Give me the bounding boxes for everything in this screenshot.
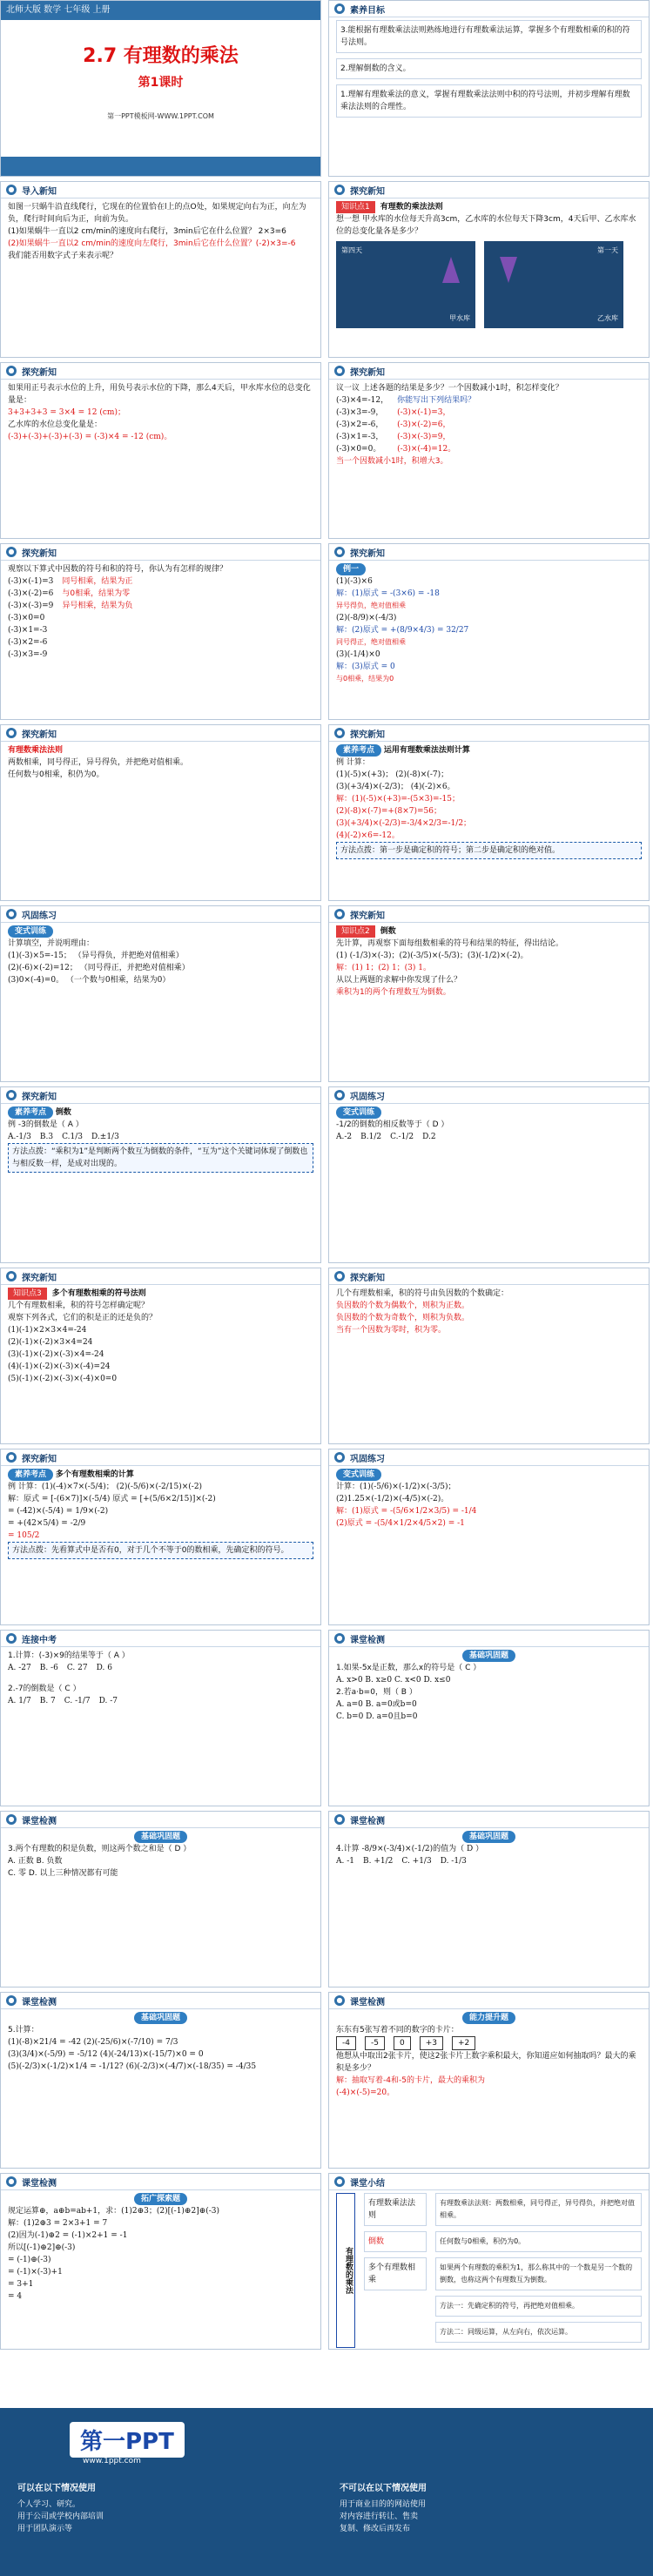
footer-url: www.1ppt.com	[83, 2457, 141, 2465]
slide-reciprocal-example: ● 探究新知 素养考点 倒数 例 -3的倒数是（ A ） A.-1/3 B.3 C.1/3 D.±1/3 方法点拨：“乘积为1”是判断两个数互为倒数的条件，“互为”这个关键词体现了倒数也与相反数一样，是成对出现的。	[0, 1086, 321, 1263]
cover-band	[1, 157, 320, 176]
slide-practice-1: ● 巩固练习 变式训练 计算填空，并说明理由： (1)(-3)×5=-15； （异号得负，并把绝对值相乘） (2)(-6)×(-2)=12； （同号得正，并把绝对值相乘） (3)0×(-4)=0。 （一个数与0相乘，结果为0）	[0, 905, 321, 1082]
slide-example-1: ● 探究新知 例一 (1)(-3)×6 解：(1)原式 = -(3×6) = -18 异号得负，绝对值相乘 (2)(-8/9)×(-4/3) 解：(2)原式 = +(8/9×4/3) = 32/27 同号得正，绝对值相乘 (3)(-1/4)×0 解：(3)原式 = 0 与0相乘，结果为0	[328, 543, 650, 720]
reservoir-a: 第四天 甲水库	[336, 241, 475, 328]
number-cards	[336, 2036, 642, 2050]
speaker-icon: ●	[6, 1633, 17, 1644]
down-arrow-icon	[500, 257, 517, 283]
goal-item: 3.能根据有理数乘法法则熟练地进行有理数乘法运算，掌握多个有理数相乘的积的符号法则。	[336, 20, 642, 53]
knowledge-badge: 知识点1	[336, 201, 375, 213]
slide-multi-example: ● 探究新知 素养考点 多个有理数相乘的计算 例 计算：(1)(-4)×7×(-5/4)； (2)(-5/6)×(-2/15)×(-2) 解：原式 = [-(6×7)]×(-5/4) 原式 = [+(5/6×2/15)]×(-2) = (-42)×(-5/4) = 1/9×(-2) = +(42×5/4) = -2/9 = 105/2 方法点拨：先看算式中是否有0，对于几个不等于0的数相乘，先确定积的符号。	[0, 1449, 321, 1625]
speaker-icon: ●	[6, 1452, 17, 1463]
speaker-icon: ●	[334, 2176, 345, 2187]
speaker-icon: ●	[334, 1995, 345, 2006]
speaker-icon: ●	[6, 1090, 17, 1100]
slide-sign-pattern: ● 探究新知 观察以下算式中因数的符号和积的符号，你认为有怎样的规律？ (-3)×(-1)=3 (-3)×(-2)=6 (-3)×(-3)=9 (-3)×0=0 (-3)×1=-3 (-3)×2=-6 (-3)×3=-9 同号相乘，结果为正 与0相乘，结果为零 异号相乘，结果为负	[0, 543, 321, 720]
slide-practice-2: ● 巩固练习 变式训练 -1/2的倒数的相反数等于（ D ） A.-2 B.1/2 C.-1/2 D.2	[328, 1086, 650, 1263]
speaker-icon: ●	[334, 1090, 345, 1100]
speaker-icon: ●	[334, 728, 345, 738]
slide-exam: ● 连接中考 1.计算：(-3)×9的结果等于（ A ） A. -27 B. -6 C. 27 D. 6 2.-7的倒数是（ C ） A. 1/7 B. 7 C. -1/7 D. -7	[0, 1630, 321, 1806]
slide-multi-sign-summary: ● 探究新知 几个有理数相乘，积的符号由负因数的个数确定： 负因数的个数为偶数个，则积为正数。 负因数的个数为奇数个，则积为负数。 当有一个因数为零时，积为零。	[328, 1268, 650, 1444]
footer	[0, 2408, 653, 2576]
speaker-icon: ●	[6, 909, 17, 919]
slide-check-6: ● 课堂检测 拓广探索题 规定运算⊕，a⊕b=ab+1，求：(1)2⊕3；(2)[(-1)⊕2]⊕(-3) 解：(1)2⊕3 = 2×3+1 = 7 (2)因为(-1)⊕2 = (-1)×2+1 = -1 所以[(-1)⊕2]⊕(-3) = (-1)⊕(-3) = (-1)×(-3)+1 = 3+1 = 4	[0, 2173, 321, 2350]
lesson-title: 2.7 有理数的乘法	[83, 45, 239, 67]
lesson-subtitle: 第1课时	[138, 76, 184, 90]
speaker-icon: ●	[6, 1271, 17, 1281]
speaker-icon: ●	[6, 1995, 17, 2006]
speaker-icon: ●	[334, 1271, 345, 1281]
slide-check-3: ● 课堂检测 基础巩固题 4.计算 -8/9×(-3/4)×(-1/2)的值为（ D ） A. -1 B. +1/2 C. +1/3 D. -1/3	[328, 1811, 650, 1987]
slide-water-calc: ● 探究新知 如果用正号表示水位的上升，用负号表示水位的下降，那么4天后，甲水库水位的总变化量是： 3+3+3+3 = 3×4 = 12 (cm)； 乙水库的水位总变化量是： (-3)+(-3)+(-3)+(-3) = (-3)×4 = -12 (cm)。	[0, 362, 321, 539]
card: +2	[452, 2036, 475, 2050]
slide-check-4: ● 课堂检测 基础巩固题 5.计算： (1)(-8)×21/4 = -42 (2)(-25/6)×(-7/10) = 7/3 (3)(3/4)×(-5/9) = -5/12 (4)(-24/13)×(-15/7)×0 = 0 (5)(-2/3)×(-1/2)×1/4 = -1/12? (6)(-2/3)×(-4/7)×(-18/35) = -4/35	[0, 1992, 321, 2169]
slide-example-2: ● 探究新知 素养考点 运用有理数乘法法则计算 例 计算： (1)(-5)×(+3)； (2)(-8)×(-7)； (3)(+3/4)×(-2/3)； (4)(-2)×6。 解：(1)(-5)×(+3)=-(5×3)=-15； (2)(-8)×(-7)=+(8×7)=56； (3)(+3/4)×(-2/3)=-3/4×2/3=-1/2； (4)(-2)×6=-12。 方法点拨：第一步是确定积的符号；第二步是确定积的绝对值。	[328, 724, 650, 901]
goal-item: 2.理解倒数的含义。	[336, 58, 642, 79]
slide-check-5: ● 课堂检测 能力提升题 东东有5张写着不同的数字的卡片： -4 -5 0 +3 +2 他想从中取出2张卡片，使这2张卡片上数字乘积最大，你知道应如何抽取吗？最大的乘积是多少？ 解：抽取写着-4和-5的卡片，最大的乘积为 (-4)×(-5)=20。	[328, 1992, 650, 2169]
speaker-icon: ●	[6, 2176, 17, 2187]
speaker-icon: ●	[334, 366, 345, 376]
speaker-icon: ●	[6, 547, 17, 557]
slide-summary: ● 课堂小结 有理数的乘法 有理数乘法法则 倒数 多个有理数相乘 有理数乘法法则：两数相乘，同号得正，异号得负，并把绝对值相乘。 任何数与0相乘，积仍为0。 如果两个有理数的乘积为1，那么称其中的一个数是另一个数的倒数，也称这两个有理数互为倒数。 方法一：先确定积的符号，再把绝对值相乘。 方法二：同级运算，从左向右，依次运算。	[328, 2173, 650, 2350]
slide-check-2: ● 课堂检测 基础巩固题 3.两个有理数的积是负数，则这两个数之和是（ D ） A. 正数 B. 负数 C. 零 D. 以上三种情况都有可能	[0, 1811, 321, 1987]
slide-multi-sign: ● 探究新知 知识点3 多个有理数相乘的符号法则 几个有理数相乘，积的符号怎样确定呢？ 观察下列各式，它们的积是正的还是负的？ (1)(-1)×2×3×4=-24 (2)(-1)×(-2)×3×4=24 (3)(-1)×(-2)×(-3)×4=-24 (4)(-1)×(-2)×(-3)×(-4)=24 (5)(-1)×(-2)×(-3)×(-4)×0=0	[0, 1268, 321, 1444]
speaker-icon: ●	[334, 1633, 345, 1644]
slide-reciprocal: ● 探究新知 知识点2 倒数 先计算，再观察下面每组数相乘的符号和结果的特征，得出结论。 (1) (-1/3)×(-3)；(2)(-3/5)×(-5/3)；(3)(-1/2)×(-2)。 解：(1) 1；(2) 1；(3) 1。 从以上两题的求解中你发现了什么？ 乘积为1的两个有理数互为倒数。	[328, 905, 650, 1082]
slide-discuss: ● 探究新知 议一议 上述各题的结果是多少？一个因数减小1时，积怎样变化？ (-3)×4=-12， (-3)×3=-9， (-3)×2=-6， (-3)×1=-3， (-3)×0=0。 你能写出下列结果吗？ (-3)×(-1)=3， (-3)×(-2)=6， (-3)×(-3)=9， (-3)×(-4)=12。 当一个因数减小1时，积增大3。	[328, 362, 650, 539]
speaker-icon: ●	[6, 728, 17, 738]
up-arrow-icon	[442, 257, 460, 283]
slide-rule: ● 探究新知 有理数乘法法则 两数相乘，同号得正，异号得负，并把绝对值相乘。 任何数与0相乘，积仍为0。	[0, 724, 321, 901]
publisher-strip: 北师大版 数学 七年级 上册	[1, 1, 320, 20]
speaker-icon: ●	[334, 1814, 345, 1825]
slide-water-levels: ● 探究新知 知识点1 有理数的乘法法则 想一想 甲水库的水位每天升高3cm，乙水库的水位每天下降3cm，4天后甲、乙水库水位的总变化量各是多少？ 第四天 甲水库 第一天 乙水库	[328, 181, 650, 358]
usage-forbidden: 不可以在以下情况使用 用于商业目的的网站使用 对内容进行转让、售卖 复制、修改后再发布	[340, 2484, 427, 2533]
cover-slide	[0, 0, 321, 177]
card: 0	[394, 2036, 411, 2050]
site-url: 第一PPT模板网-WWW.1PPT.COM	[107, 112, 214, 120]
usage-allowed: 可以在以下情况使用 个人学习、研究。 用于公司或学校内部培训 用于团队演示等	[17, 2484, 104, 2533]
logo: 第一PPT	[70, 2422, 185, 2458]
goal-item: 1.理解有理数乘法的意义，掌握有理数乘法法则中积的符号法则，并初步理解有理数乘法法则的合理性。	[336, 84, 642, 118]
speaker-icon: ●	[334, 185, 345, 195]
slide-intro: ● 导入新知 如图一只蜗牛沿直线爬行，它现在的位置恰在l上的点O处，如果规定向右为正，向左为负，爬行时间向后为正，向前为负。 (1)如果蜗牛一直以2 cm/min的速度向右爬行，3min后它在什么位置？ 2×3=6 (2)如果蜗牛一直以2 cm/min的速度向左爬行，3min后它在什么位置？(-2)×3=-6 我们能否用数字式子来表示呢？	[0, 181, 321, 358]
speaker-icon: ●	[334, 909, 345, 919]
speaker-icon: ●	[6, 1814, 17, 1825]
slide-goals: ● 素养目标 3.能根据有理数乘法法则熟练地进行有理数乘法运算，掌握多个有理数相乘的积的符号法则。 2.理解倒数的含义。 1.理解有理数乘法的意义，掌握有理数乘法法则中积的符号法则，并初步理解有理数乘法法则的合理性。	[328, 0, 650, 177]
card: -5	[365, 2036, 385, 2050]
slide-check-1: ● 课堂检测 基础巩固题 1.如果-5x是正数，那么x的符号是（ C ） A. x>0 B. x≥0 C. x<0 D. x≤0 2.若a·b=0，则（ B ） A. a=0 B. a=0或b=0 C. b=0 D. a=0且b=0	[328, 1630, 650, 1806]
slide-practice-3: ● 巩固练习 变式训练 计算：(1)(-5/6)×(-1/2)×(-3/5)； (2)1.25×(-1/2)×(-4/5)×(-2)。 解：(1)原式 = -(5/6×1/2×3/5) = -1/4 (2)原式 = -(5/4×1/2×4/5×2) = -1	[328, 1449, 650, 1625]
speaker-icon: ●	[334, 1452, 345, 1463]
reservoir-b: 第一天 乙水库	[484, 241, 623, 328]
speaker-icon: ●	[6, 185, 17, 195]
speaker-icon: ●	[334, 3, 345, 14]
card: -4	[336, 2036, 356, 2050]
speaker-icon: ●	[6, 366, 17, 376]
card: +3	[420, 2036, 443, 2050]
speaker-icon: ●	[334, 547, 345, 557]
